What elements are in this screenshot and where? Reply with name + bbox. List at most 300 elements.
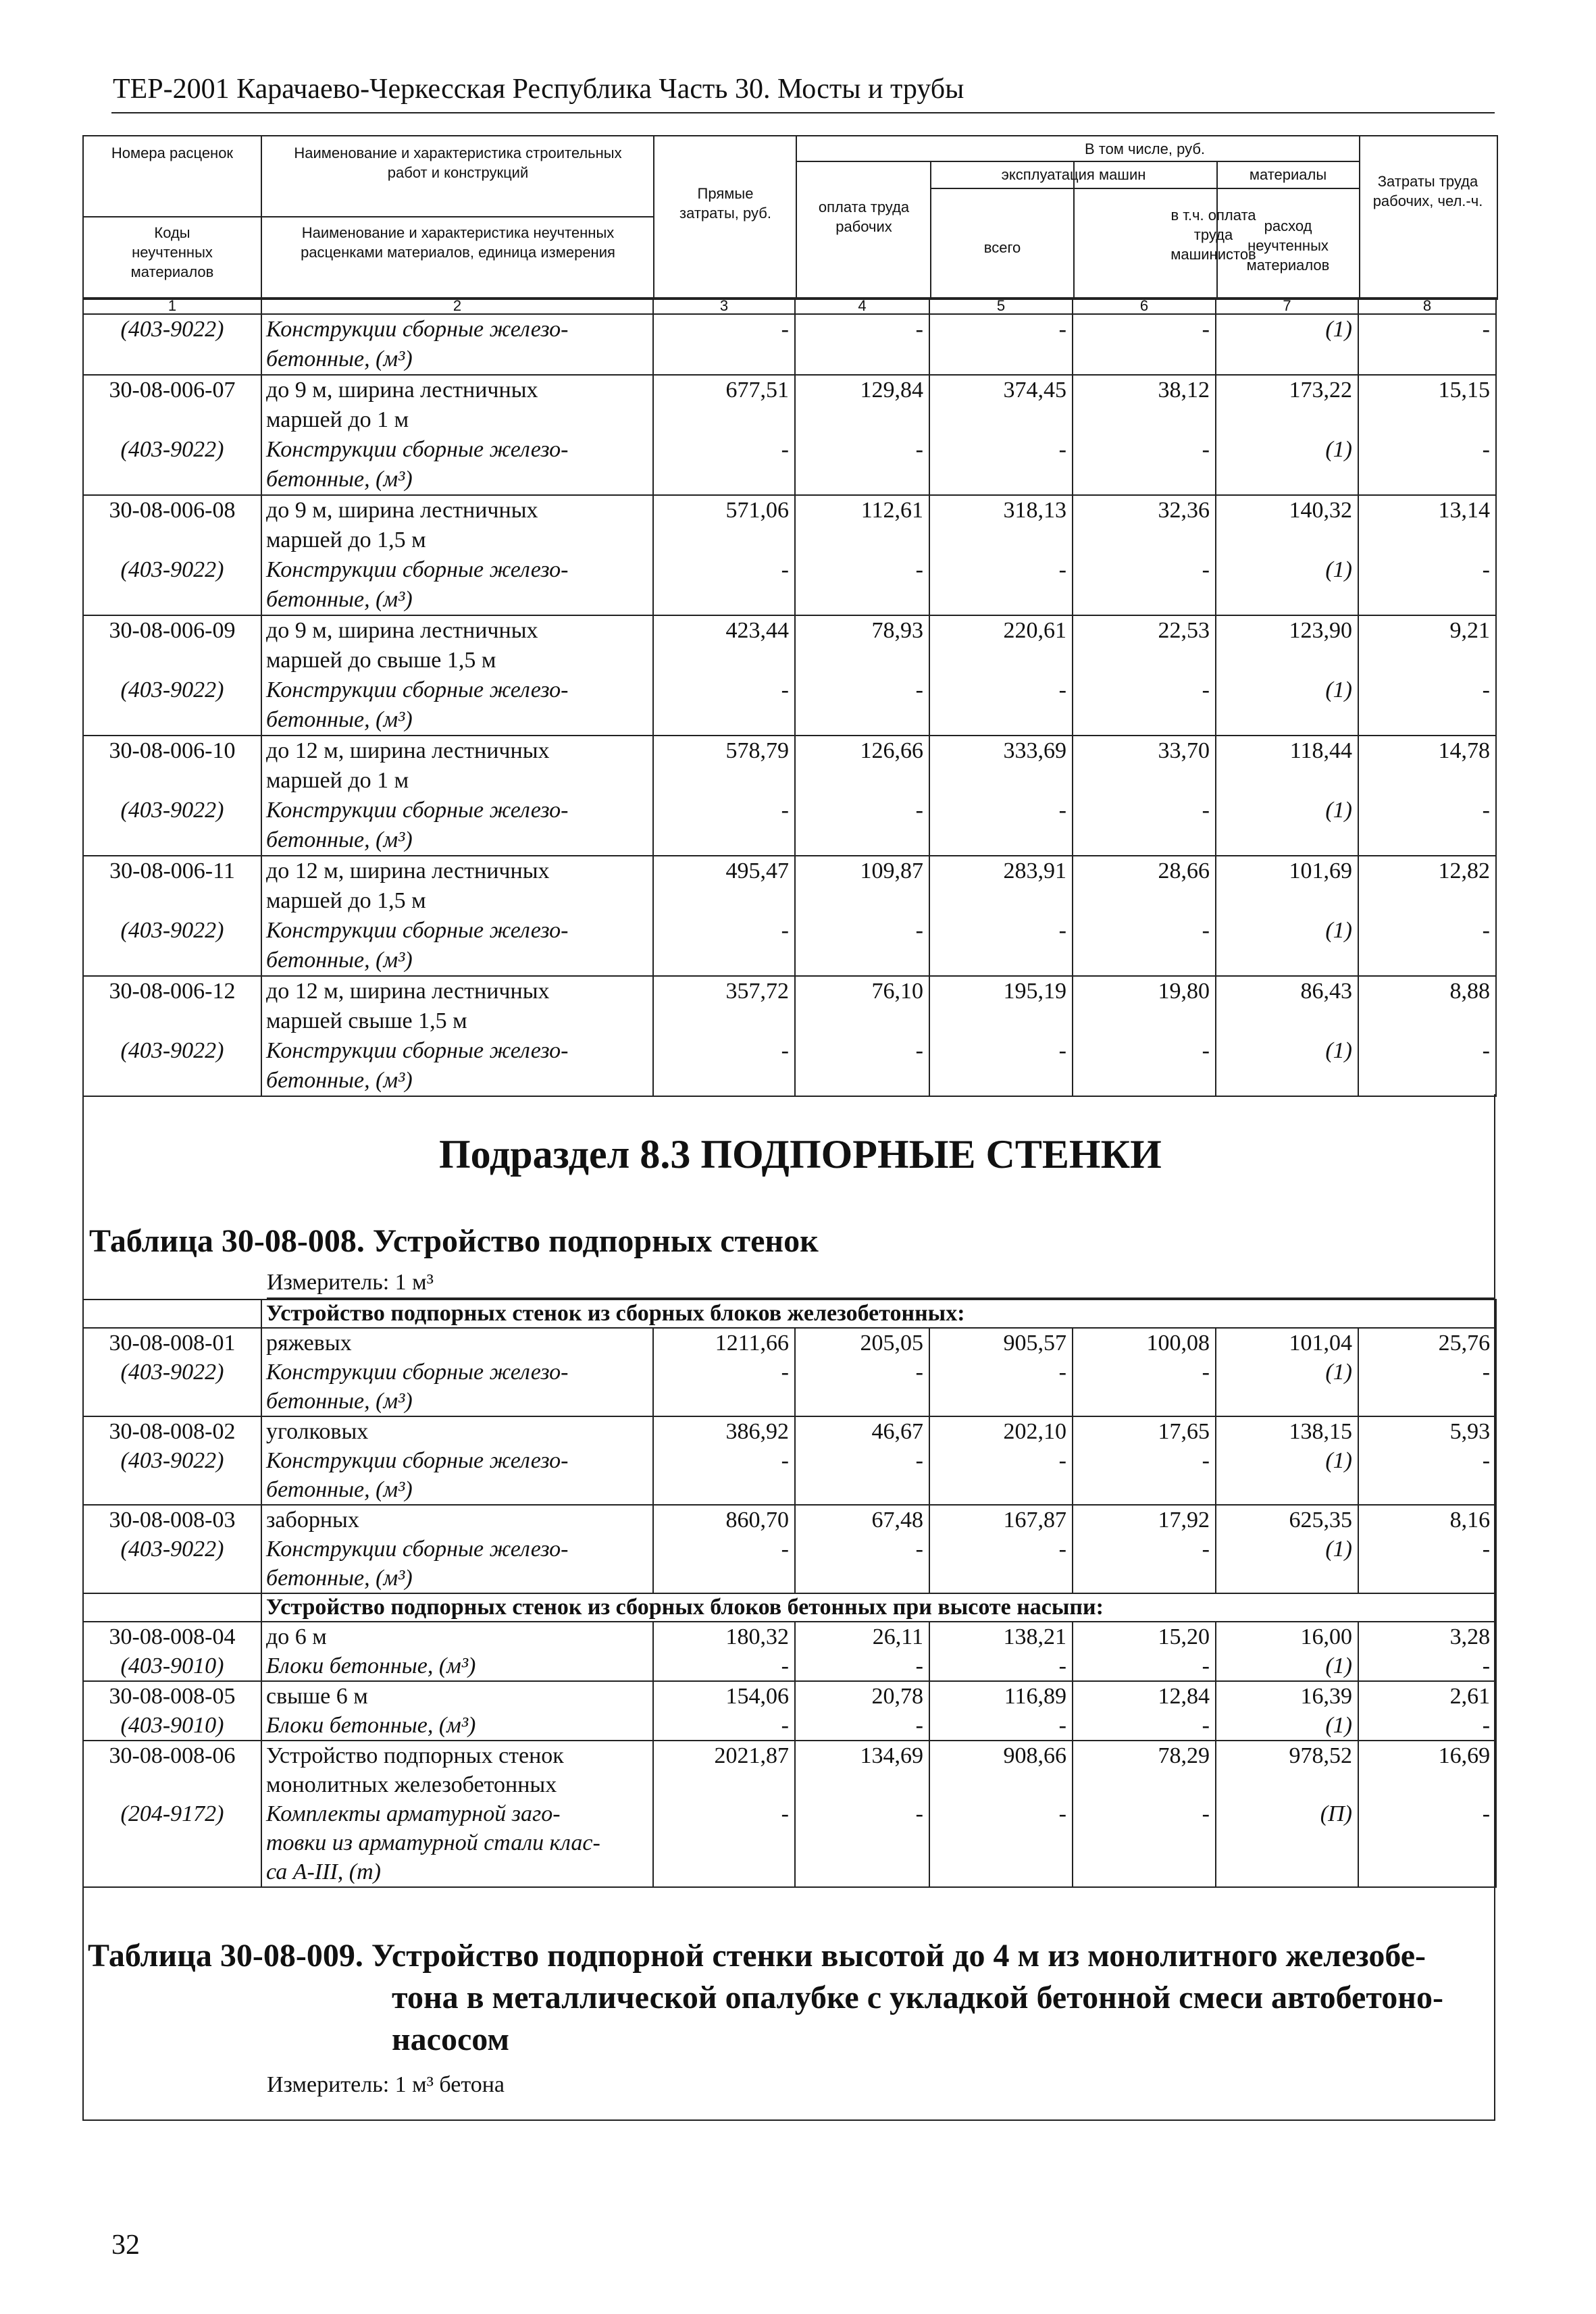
row-value [1358,705,1496,736]
row-value [1073,525,1216,555]
row-value: - [929,796,1073,825]
row-value: - [1358,1358,1496,1387]
row-description: свыше 6 м [261,1681,653,1711]
row-value [1073,1387,1216,1416]
row-code [83,1475,261,1505]
column-group-label: В том числе, руб. [1084,140,1206,157]
table-row [83,736,1496,766]
row-value: 8,16 [1358,1505,1496,1535]
row-code [83,585,261,615]
row-value: (П) [1216,1799,1358,1828]
row-value [795,344,929,375]
row-value: 220,61 [929,615,1073,646]
row-value: 20,78 [795,1681,929,1711]
table-row [83,405,1496,435]
table-30-08-009-title-line2: тона в металлической опалубке с укладкой бетонной смеси автобетоно- [392,1980,1443,2015]
table-row [83,525,1496,555]
row-value: 978,52 [1216,1741,1358,1770]
row-value: 118,44 [1216,736,1358,766]
row-code: 30-08-008-02 [83,1416,261,1446]
row-code [83,1387,261,1416]
row-value [795,405,929,435]
row-value [1216,1475,1358,1505]
row-description: заборных [261,1505,653,1535]
table-row [83,796,1496,825]
row-value: 860,70 [653,1505,795,1535]
row-value [1358,1066,1496,1096]
table-row [83,1416,1496,1446]
row-description: маршей свыше 1,5 м [261,1006,653,1036]
row-code [83,405,261,435]
column-3-label: Прямые затраты, руб. [679,185,771,222]
row-value: 17,65 [1073,1416,1216,1446]
row-value: 318,13 [929,495,1073,525]
row-value [1073,1770,1216,1799]
row-description: бетонные, (м³) [261,344,653,375]
row-value: - [1358,314,1496,344]
row-code [83,1006,261,1036]
table-30-08-008-title: Таблица 30-08-008. Устройство подпорных стенок [89,1223,819,1259]
row-value: - [1358,555,1496,585]
table-row [83,1475,1496,1505]
row-value [929,1006,1073,1036]
row-value [1358,1828,1496,1857]
row-value: - [795,916,929,946]
row-value: 16,00 [1216,1622,1358,1651]
row-code [83,1066,261,1096]
table-row [83,495,1496,525]
row-code: 30-08-008-03 [83,1505,261,1535]
row-value: - [1073,1651,1216,1681]
row-value: - [795,1799,929,1828]
bottom-rule [82,2119,1495,2121]
row-value [1073,886,1216,916]
row-description: Конструкции сборные железо- [261,314,653,344]
row-value [1216,405,1358,435]
column-4-label: оплата труда рабочих [818,199,910,236]
row-value [653,405,795,435]
row-code: 30-08-006-10 [83,736,261,766]
table-30-08-008 [82,1299,1497,1888]
table-row [83,1741,1496,1770]
table-row [83,1770,1496,1799]
row-value [929,1857,1073,1887]
table-row [83,1799,1496,1828]
row-description: до 12 м, ширина лестничных [261,856,653,886]
row-value: 26,11 [795,1622,929,1651]
row-value: - [1358,1535,1496,1564]
row-value: 908,66 [929,1741,1073,1770]
row-code [83,766,261,796]
row-value: 46,67 [795,1416,929,1446]
row-description: Конструкции сборные железо- [261,555,653,585]
row-value [1216,525,1358,555]
column-1-bottom: Коды неучтенных материалов [130,224,214,281]
table-row [83,1651,1496,1681]
row-code: 30-08-008-06 [83,1741,261,1770]
row-value [1358,344,1496,375]
group-header-row [83,1593,1496,1622]
row-value [795,1770,929,1799]
row-description: бетонные, (м³) [261,1564,653,1593]
row-code: 30-08-008-05 [83,1681,261,1711]
table-30-08-009-title-line3: насосом [392,2022,510,2057]
row-value [929,1828,1073,1857]
subsection-title: Подраздел 8.3 ПОДПОРНЫЕ СТЕНКИ [439,1132,1162,1177]
row-value: - [1358,1711,1496,1741]
row-description: бетонные, (м³) [261,465,653,495]
row-value: 154,06 [653,1681,795,1711]
row-value [653,525,795,555]
row-description: ряжевых [261,1328,653,1358]
row-code: (204-9172) [83,1799,261,1828]
row-value: 16,69 [1358,1741,1496,1770]
row-value [1216,646,1358,675]
row-value: - [653,916,795,946]
row-value: (1) [1216,1358,1358,1387]
table-row [83,916,1496,946]
row-code [83,705,261,736]
row-value: 333,69 [929,736,1073,766]
materials-group-label: материалы [1249,166,1327,183]
row-value: - [795,675,929,705]
row-value [1358,465,1496,495]
row-value: - [653,1651,795,1681]
row-value [795,465,929,495]
row-code: (403-9022) [83,796,261,825]
row-description: до 9 м, ширина лестничных [261,375,653,405]
row-value: - [795,555,929,585]
row-value [653,465,795,495]
table-row [83,1535,1496,1564]
row-value [1216,1828,1358,1857]
row-value [1216,1006,1358,1036]
row-value: - [653,796,795,825]
row-value: - [1073,1535,1216,1564]
row-code [83,1770,261,1799]
row-value [653,1770,795,1799]
row-value: - [929,1799,1073,1828]
row-value [795,825,929,856]
row-value: 16,39 [1216,1681,1358,1711]
row-value: 12,84 [1073,1681,1216,1711]
row-description: Конструкции сборные железо- [261,675,653,705]
table-row [83,766,1496,796]
row-value [1358,886,1496,916]
row-value [795,1564,929,1593]
row-value: - [1358,796,1496,825]
row-code: (403-9022) [83,435,261,465]
row-value: 625,35 [1216,1505,1358,1535]
row-value: (1) [1216,916,1358,946]
row-code [83,946,261,976]
table-row [83,1828,1496,1857]
row-value [653,886,795,916]
row-value [1358,1564,1496,1593]
row-value: 8,88 [1358,976,1496,1006]
row-description: Конструкции сборные железо- [261,796,653,825]
row-value: - [653,435,795,465]
row-value [1216,1066,1358,1096]
column-2-top: Наименование и характеристика строительных работ и конструкций [294,145,622,182]
row-value: 38,12 [1073,375,1216,405]
row-value: 116,89 [929,1681,1073,1711]
row-value: - [929,1651,1073,1681]
row-description: Конструкции сборные железо- [261,1535,653,1564]
row-code: 30-08-008-04 [83,1622,261,1651]
row-value [653,1006,795,1036]
row-value: - [929,1358,1073,1387]
row-value: - [795,1446,929,1475]
row-value [1358,1006,1496,1036]
row-value [1358,646,1496,675]
row-value: - [1073,796,1216,825]
table-30-08-009-title [88,1935,1499,2061]
row-value [795,1387,929,1416]
row-value [653,1387,795,1416]
row-code: (403-9022) [83,1036,261,1066]
table-row [83,1564,1496,1593]
row-value: 78,29 [1073,1741,1216,1770]
row-value: - [653,1446,795,1475]
row-code [83,465,261,495]
row-code: 30-08-006-12 [83,976,261,1006]
row-value [1073,1475,1216,1505]
row-value: - [653,675,795,705]
row-value: (1) [1216,1535,1358,1564]
row-value [1216,705,1358,736]
row-description: бетонные, (м³) [261,825,653,856]
row-value [653,344,795,375]
row-value [795,766,929,796]
row-value [929,525,1073,555]
row-value [795,525,929,555]
row-value: (1) [1216,1651,1358,1681]
row-code: (403-9022) [83,1358,261,1387]
row-value: - [1358,1446,1496,1475]
row-value [1216,886,1358,916]
row-value: 12,82 [1358,856,1496,886]
row-value [1358,1475,1496,1505]
row-value [1073,1828,1216,1857]
row-value: - [929,435,1073,465]
table-row [83,375,1496,405]
row-code: 30-08-008-01 [83,1328,261,1358]
table-row [83,555,1496,585]
row-value [1073,405,1216,435]
page-number: 32 [111,2230,140,2261]
row-description: маршей до свыше 1,5 м [261,646,653,675]
row-value: - [795,1358,929,1387]
table-row [83,1857,1496,1887]
row-description: Комплекты арматурной заго- [261,1799,653,1828]
row-description: бетонные, (м³) [261,705,653,736]
row-value [1358,405,1496,435]
row-value: - [929,555,1073,585]
row-description: маршей до 1 м [261,405,653,435]
row-code [83,825,261,856]
row-value: 173,22 [1216,375,1358,405]
row-value [795,705,929,736]
table-header [82,135,1498,300]
row-value: - [795,1036,929,1066]
column-8-label: Затраты труда рабочих, чел.-ч. [1372,173,1483,210]
table-row [83,585,1496,615]
row-description: Устройство подпорных стенок [261,1741,653,1770]
column-number: 4 [795,298,929,314]
row-value: 112,61 [795,495,929,525]
row-code: 30-08-006-07 [83,375,261,405]
row-code: (403-9010) [83,1651,261,1681]
row-description: бетонные, (м³) [261,946,653,976]
row-value: 126,66 [795,736,929,766]
row-value: 100,08 [1073,1328,1216,1358]
row-value: (1) [1216,314,1358,344]
row-value [1073,946,1216,976]
table-row [83,1446,1496,1475]
row-value: - [795,1711,929,1741]
row-value: 15,15 [1358,375,1496,405]
row-value: 15,20 [1073,1622,1216,1651]
row-code: (403-9022) [83,916,261,946]
row-value: (1) [1216,1036,1358,1066]
row-description: маршей до 1 м [261,766,653,796]
table-row [83,705,1496,736]
row-value: - [1358,1651,1496,1681]
row-description: бетонные, (м³) [261,585,653,615]
row-value: 123,90 [1216,615,1358,646]
row-value: (1) [1216,796,1358,825]
row-value: 905,57 [929,1328,1073,1358]
table-row [83,1505,1496,1535]
row-description: са А-III, (т) [261,1857,653,1887]
row-value: 167,87 [929,1505,1073,1535]
row-value [795,886,929,916]
row-code: (403-9022) [83,555,261,585]
row-value: - [929,1535,1073,1564]
row-value: 28,66 [1073,856,1216,886]
row-description: маршей до 1,5 м [261,525,653,555]
row-value [795,1828,929,1857]
row-value [929,705,1073,736]
table-row [83,856,1496,886]
row-value: - [1073,1799,1216,1828]
row-value: 129,84 [795,375,929,405]
row-value: 283,91 [929,856,1073,886]
row-value [653,825,795,856]
table-row [83,1358,1496,1387]
row-description: Блоки бетонные, (м³) [261,1651,653,1681]
row-value: 32,36 [1073,495,1216,525]
row-value [653,1475,795,1505]
row-description: до 12 м, ширина лестничных [261,736,653,766]
row-value: - [795,1651,929,1681]
row-value: 138,15 [1216,1416,1358,1446]
row-value: - [1073,675,1216,705]
table-row [83,615,1496,646]
row-description: до 9 м, ширина лестничных [261,495,653,525]
row-value [653,646,795,675]
table-row [83,646,1496,675]
row-code [83,886,261,916]
row-value [795,585,929,615]
row-description: Конструкции сборные железо- [261,435,653,465]
table-row [83,344,1496,375]
row-value: - [1073,1358,1216,1387]
row-value [653,946,795,976]
row-value: - [1073,555,1216,585]
row-value: - [795,1535,929,1564]
row-value: - [1358,1036,1496,1066]
table-row [83,1622,1496,1651]
row-value [1073,344,1216,375]
row-description: до 9 м, ширина лестничных [261,615,653,646]
row-description: Блоки бетонные, (м³) [261,1711,653,1741]
row-value [653,585,795,615]
row-value [1216,946,1358,976]
row-description: до 6 м [261,1622,653,1651]
row-value: - [653,555,795,585]
row-value: 677,51 [653,375,795,405]
row-value [1358,825,1496,856]
row-value: - [929,675,1073,705]
row-value: (1) [1216,435,1358,465]
row-value [1073,766,1216,796]
row-code [83,1564,261,1593]
table-30-08-009-unit: Измеритель: 1 м³ бетона [267,2072,505,2097]
row-description: бетонные, (м³) [261,1475,653,1505]
row-value [1216,766,1358,796]
main-table [82,297,1497,1097]
row-value [929,585,1073,615]
table-row [83,1387,1496,1416]
column-number: 8 [1358,298,1496,314]
table-row [83,825,1496,856]
row-value: 17,92 [1073,1505,1216,1535]
row-value: 101,69 [1216,856,1358,886]
row-value: - [653,1358,795,1387]
row-code [83,1828,261,1857]
row-value [1358,766,1496,796]
row-description: Конструкции сборные железо- [261,1036,653,1066]
row-value [1073,1066,1216,1096]
column-number: 7 [1216,298,1358,314]
row-description: бетонные, (м³) [261,1387,653,1416]
row-value: - [1073,435,1216,465]
row-value: - [1073,1446,1216,1475]
row-value [929,825,1073,856]
row-value: (1) [1216,1711,1358,1741]
column-number: 6 [1073,298,1216,314]
row-value: 67,48 [795,1505,929,1535]
table-row [83,465,1496,495]
row-value: 374,45 [929,375,1073,405]
row-value [653,1857,795,1887]
row-value: (1) [1216,555,1358,585]
row-value [1358,946,1496,976]
table-row [83,1328,1496,1358]
row-value: 9,21 [1358,615,1496,646]
group-header: Устройство подпорных стенок из сборных блоков железобетонных: [261,1300,1496,1328]
row-value: 180,32 [653,1622,795,1651]
column-number: 1 [83,298,261,314]
title-rule [111,112,1495,113]
row-value: 2,61 [1358,1681,1496,1711]
row-code: 30-08-006-09 [83,615,261,646]
column-6-label: в т.ч. оплата труда машинистов [1170,207,1256,263]
row-value: - [1073,1711,1216,1741]
row-value: - [1358,675,1496,705]
